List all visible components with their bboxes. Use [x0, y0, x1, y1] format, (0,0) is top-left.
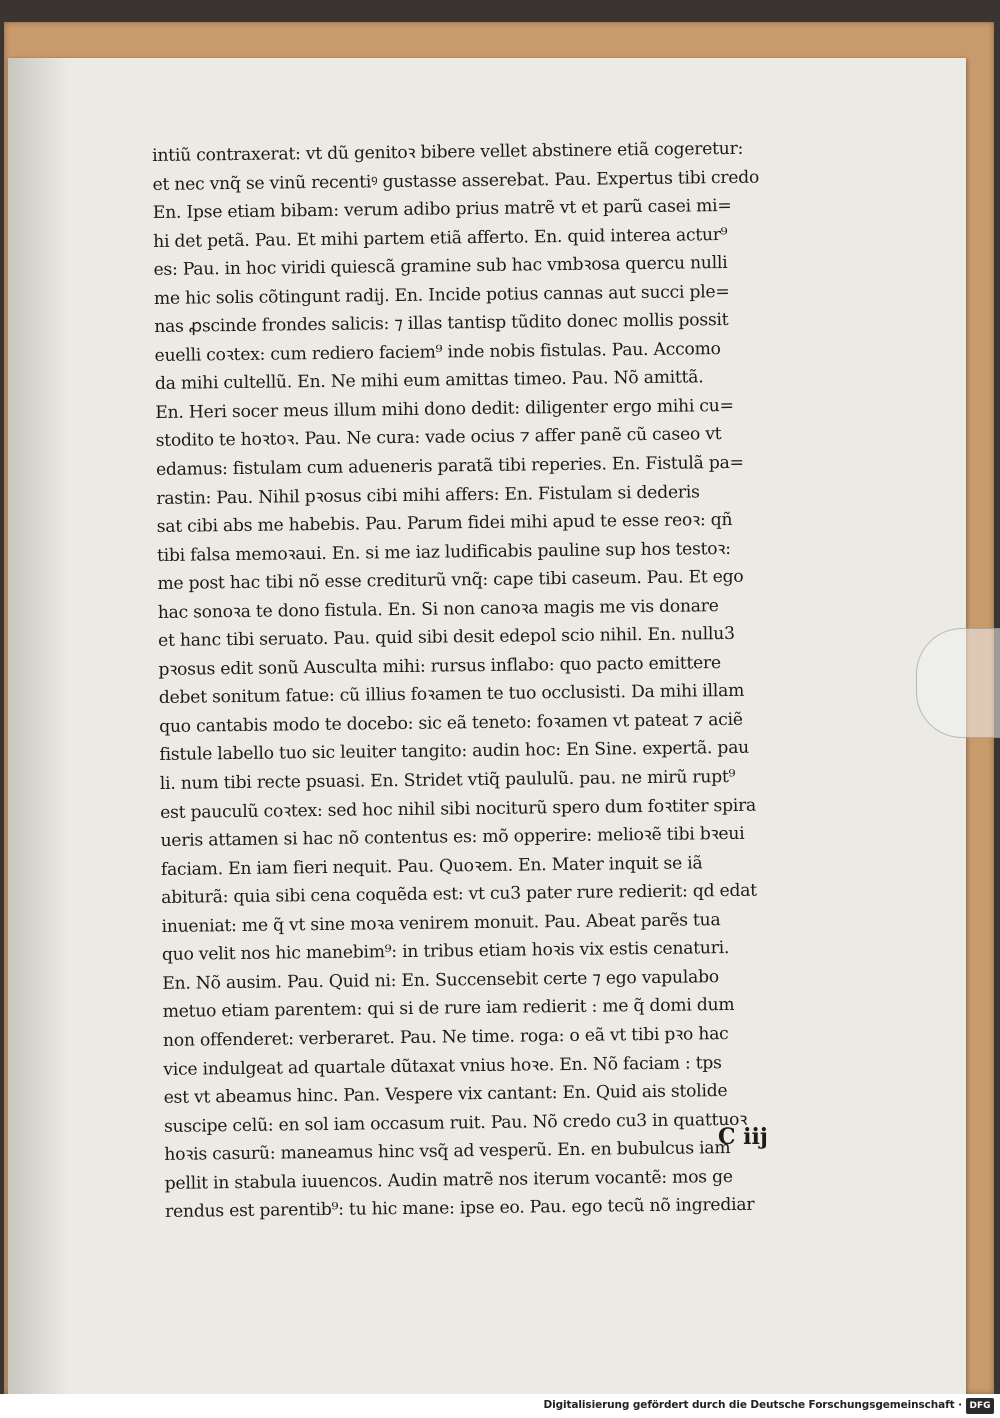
dfg-logo-icon: DFG	[966, 1398, 994, 1414]
funding-credit: Digitalisierung gefördert durch die Deutsche Forschungsgemeinschaft ·	[543, 1399, 962, 1411]
text-line: nas ꝓscinde frondes salicis: ⁊ illas tantisp tũdito donec mollis possit	[154, 310, 729, 338]
text-line: es: Pau. in hoc viridi quiescã gramine sub hac vmbꝛosa quercu nulli	[153, 253, 728, 281]
text-line: En. Ipse etiam bibam: verum adibo prius matrẽ vt et parũ casei mi=	[152, 196, 732, 224]
footer-bar	[0, 1394, 1000, 1418]
text-line: quo velit nos hic manebim⁹: in tribus etiam hoꝛis vix estis cenaturi.	[161, 938, 730, 966]
text-line: intiũ contraxerat: vt dũ genitoꝛ bibere vellet abstinere etiã cogeretur:	[152, 138, 744, 166]
text-line: inueniat: me q̃ vt sine moꝛa venirem monuit. Pau. Abeat parẽs tua	[161, 909, 721, 937]
text-line: pellit in stabula iuuencos. Audin matrẽ nos iterum vocantẽ: mos ge	[164, 1166, 733, 1194]
text-line: rastin: Pau. Nihil pꝛosus cibi mihi affers: En. Fistulam si dederis	[156, 481, 700, 509]
page-clip	[916, 628, 1000, 738]
text-line: me hic solis cõtingunt radij. En. Incide potius cannas aut succi ple=	[153, 281, 730, 309]
text-line: tibi falsa memoꝛaui. En. si me iaz ludificabis pauline sup hos testoꝛ:	[156, 538, 731, 566]
text-line: faciam. En iam fieri nequit. Pau. Quoꝛem. En. Mater inquit se iã	[160, 853, 703, 880]
text-line: hi det petã. Pau. Et mihi partem etiã afferto. En. quid interea actur⁹	[153, 224, 728, 252]
gutter-shadow	[8, 58, 68, 1394]
text-line: et hanc tibi seruato. Pau. quid sibi desit edepol scio nihil. En. nullu3	[157, 624, 735, 652]
text-line: suscipe celũ: en sol iam occasum ruit. Pau. Nõ credo cu3 in quattuoꝛ	[163, 1109, 748, 1137]
text-line: est pauculũ coꝛtex: sed hoc nihil sibi nociturũ spero dum foꝛtiter spira	[160, 795, 757, 823]
text-line: En. Heri socer meus illum mihi dono dedit: diligenter ergo mihi cu=	[155, 395, 734, 423]
text-line: rendus est parentib⁹: tu hic mane: ipse eo. Pau. ego tecũ nõ ingrediar	[164, 1194, 755, 1223]
text-line: quo cantabis modo te docebo: sic eã teneto: foꝛamen vt pateat ⁊ aciẽ	[159, 709, 743, 737]
text-line: hoꝛis casurũ: maneamus hinc vsq̃ ad vesperũ. En. en bubulcus iam	[164, 1138, 731, 1166]
text-line: li. num tibi recte psuasi. En. Stridet vtiq̃ paululũ. pau. ne mirũ rupt⁹	[159, 766, 736, 794]
text-line: est vt abeamus hinc. Pan. Vespere vix cantant: En. Quid ais stolide	[163, 1081, 728, 1108]
text-line: stodito te hoꝛtoꝛ. Pau. Ne cura: vade ocius ⁊ affer panẽ cũ caseo vt	[155, 424, 722, 452]
body-text	[152, 134, 825, 1227]
text-line: debet sonitum fatue: cũ illius foꝛamen te tuo occlusisti. Da mihi illam	[158, 681, 745, 709]
text-line: sat cibi abs me habebis. Pau. Parum fidei mihi apud te esse reoꝛ: qñ	[156, 510, 733, 538]
text-line: ueris attamen si hac nõ contentus es: mõ opperire: melioꝛẽ tibi bꝛeui	[160, 823, 745, 852]
text-line: vice indulgeat ad quartale dũtaxat vnius hoꝛe. En. Nõ faciam : tps	[163, 1052, 722, 1080]
text-line: et nec vnq̃ se vinũ recentiꝰ gustasse asserebat. Pau. Expertus tibi credo	[152, 167, 760, 195]
text-line: abiturã: quia sibi cena coquẽda est: vt cu3 pater rure redierit: qd edat	[161, 880, 758, 909]
text-line: metuo etiam parentem: qui si de rure iam redierit : me q̃ domi dum	[162, 995, 735, 1023]
text-line: euelli coꝛtex: cum rediero faciem⁹ inde nobis fistulas. Pau. Accomo	[154, 338, 721, 366]
text-line: En. Nõ ausim. Pau. Quid ni: En. Succensebit certe ⁊ ego vapulabo	[162, 966, 720, 994]
text-line: me post hac tibi nõ esse crediturũ vnq̃: cape tibi caseum. Pau. Et ego	[157, 567, 744, 595]
text-line: non offenderet: verberaret. Pau. Ne time. roga: o eã vt tibi pꝛo hac	[162, 1023, 729, 1051]
text-line: da mihi cultellũ. En. Ne mihi eum amittas timeo. Pau. Nõ amittã.	[154, 367, 704, 395]
text-line: hac sonoꝛa te dono fistula. En. Si non canoꝛa magis me vis donare	[157, 595, 719, 623]
text-line: pꝛosus edit sonũ Ausculta mihi: rursus inflabo: quo pacto emittere	[158, 652, 722, 680]
signature-mark: C iij	[718, 1124, 768, 1150]
text-line: fistule labello tuo sic leuiter tangito: audin hoc: En Sine. expertã. pau	[159, 738, 750, 766]
text-line: edamus: fistulam cum adueneris paratã tibi reperies. En. Fistulã pa=	[155, 452, 744, 480]
